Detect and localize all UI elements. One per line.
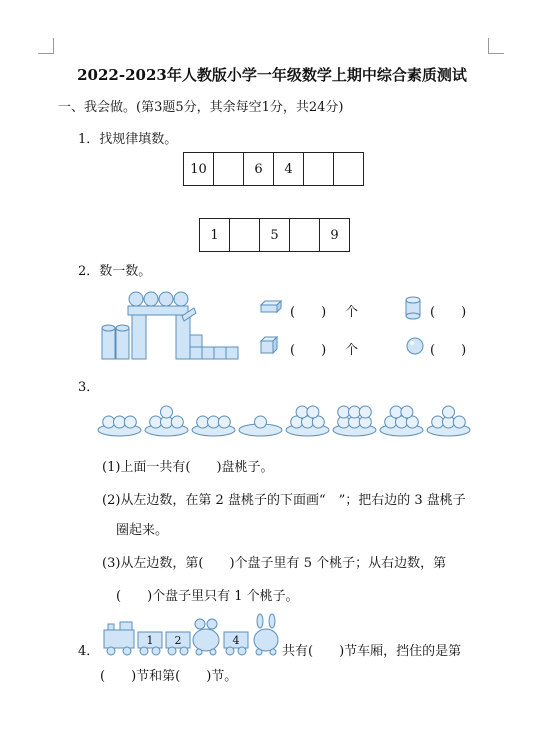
cylinder-icon	[405, 296, 421, 320]
peach-icon	[443, 406, 455, 418]
peach-icon	[432, 416, 444, 428]
sphere-icon	[406, 337, 424, 355]
sequence-cell: 4	[274, 153, 304, 185]
peach-plate	[427, 406, 470, 436]
peach-plate	[239, 416, 282, 436]
page-title: 2022-2023年人教版小学一年级数学上期中综合素质测试	[77, 66, 467, 84]
crop-mark-top-left	[38, 38, 54, 54]
car-number-4: 4	[232, 634, 240, 647]
cube-count-blank[interactable]: ( )	[290, 343, 327, 358]
sequence-cell: 9	[320, 219, 350, 251]
q4-label: 4．	[78, 644, 100, 659]
q2-label: 2．数一数。	[78, 264, 152, 279]
train-illustration	[102, 610, 282, 660]
sequence-blank-cell[interactable]	[334, 153, 364, 185]
car-number-1: 1	[146, 634, 154, 647]
peach-icon	[171, 416, 183, 428]
cuboid-icon	[260, 300, 282, 314]
peach-icon	[218, 416, 230, 428]
peach-icon	[208, 416, 220, 428]
peach-plates-illustration	[96, 398, 472, 438]
sequence-blank-cell[interactable]	[304, 153, 334, 185]
q3-sub3-line1: (3)从左边数，第( )个盘子里有 5 个桃子；从右边数，第	[102, 556, 447, 571]
cylinder-count-blank[interactable]: ( )	[430, 305, 467, 320]
q3-label: 3．	[78, 380, 100, 395]
sequence-row-1	[183, 152, 364, 186]
peach-icon	[124, 416, 136, 428]
sequence-blank-cell[interactable]	[290, 219, 320, 251]
peach-icon	[296, 406, 308, 418]
car-number-2: 2	[174, 634, 182, 647]
peach-plate	[98, 416, 141, 436]
cuboid-count-unit: 个	[345, 305, 359, 320]
sequence-blank-cell[interactable]	[214, 153, 244, 185]
peach-plate	[380, 406, 423, 436]
sequence-cell: 6	[244, 153, 274, 185]
peach-icon	[114, 416, 126, 428]
q1-label: 1．找规律填数。	[78, 132, 178, 147]
peach-icon	[307, 406, 319, 418]
peach-icon	[390, 406, 402, 418]
sequence-cell: 1	[200, 219, 230, 251]
q4-text-line1: 共有( )节车厢，挡住的是第	[282, 644, 462, 659]
sequence-blank-cell[interactable]	[230, 219, 260, 251]
peach-icon	[453, 416, 465, 428]
peach-plate	[333, 406, 376, 436]
peach-icon	[255, 416, 267, 428]
peach-plate	[192, 416, 235, 436]
q4-text-line2: ( )节和第( )节。	[100, 669, 238, 684]
crop-mark-top-right	[488, 38, 504, 54]
peach-icon	[338, 406, 350, 418]
peach-plate	[286, 406, 329, 436]
cube-icon	[260, 336, 278, 354]
q3-sub2-line1: (2)从左边数，在第 2 盘桃子的下面画“ ”；把右边的 3 盘桃子	[102, 493, 466, 508]
q3-sub2-line2: 圈起来。	[116, 523, 169, 538]
sphere-count-blank[interactable]: ( )	[430, 343, 467, 358]
sequence-row-2	[199, 218, 350, 252]
sequence-cell: 10	[184, 153, 214, 185]
block-structure-illustration	[98, 286, 248, 364]
peach-icon	[359, 406, 371, 418]
peach-icon	[401, 406, 413, 418]
peach-icon	[349, 406, 361, 418]
peach-icon	[103, 416, 115, 428]
cube-count-unit: 个	[345, 343, 359, 358]
peach-icon	[150, 416, 162, 428]
q3-sub1: (1)上面一共有( )盘桃子。	[102, 460, 274, 475]
peach-plate	[145, 406, 188, 436]
section-heading: 一、我会做。(第3题5分，其余每空1分，共24分)	[58, 100, 344, 115]
q3-sub3-line2: ( )个盘子里只有 1 个桃子。	[116, 589, 299, 604]
sequence-cell: 5	[260, 219, 290, 251]
cuboid-count-blank[interactable]: ( )	[290, 305, 327, 320]
peach-icon	[197, 416, 209, 428]
peach-icon	[161, 406, 173, 418]
